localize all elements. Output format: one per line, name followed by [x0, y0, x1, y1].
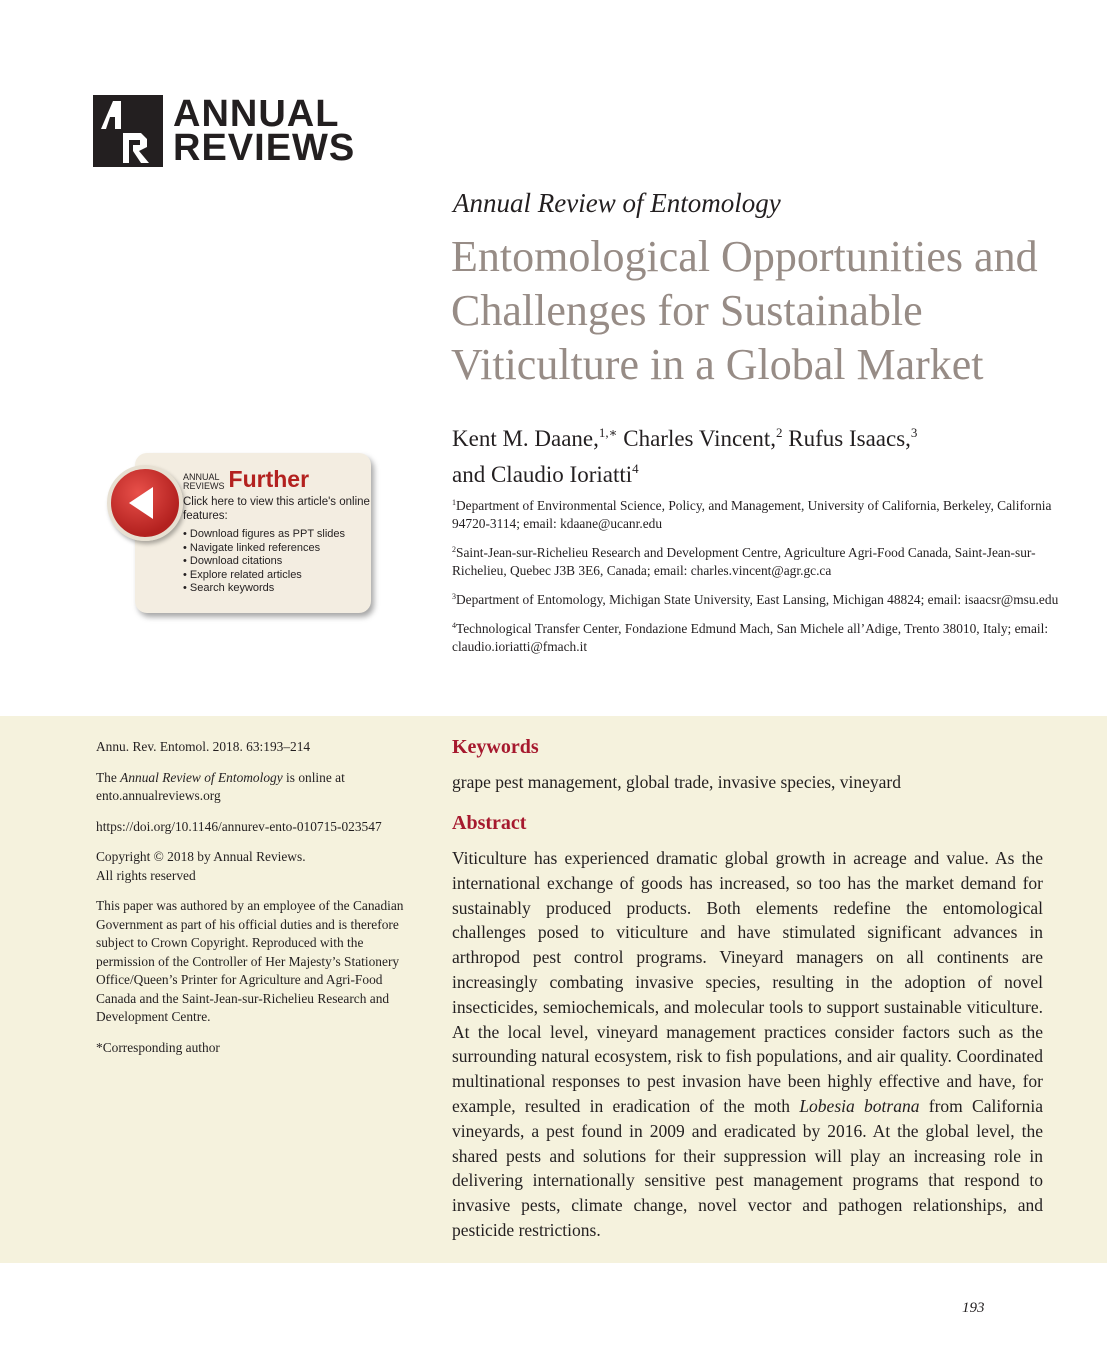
- journal-name: Annual Review of Entomology: [453, 188, 781, 218]
- further-click-text: Click here to view this article's online features:: [183, 496, 370, 522]
- doi-link[interactable]: https://doi.org/10.1146/annurev-ento-010715-023547: [96, 818, 382, 834]
- further-item-download-citations[interactable]: • Download citations: [183, 555, 373, 569]
- keywords-heading: Keywords: [452, 736, 539, 758]
- copyright: Copyright © 2018 by Annual Reviews. All rights reserved: [96, 849, 306, 883]
- annual-reviews-logo: [93, 94, 355, 168]
- affiliation: $^1$Department of Environmental Science, Policy, and Management, University of California, Berkeley, California 94720-3114; email: kdaane@ucanr.edu: [452, 498, 1052, 531]
- logo-word-reviews: REVIEWS: [173, 127, 356, 169]
- affiliations: [452, 494, 1072, 664]
- author-4: and Claudio Ioriatti$^4$: [452, 461, 639, 487]
- further-item-search-keywords[interactable]: • Search keywords: [183, 582, 373, 596]
- sidebar-metadata: [96, 738, 414, 1069]
- affiliation: $^3$Department of Entomology, Michigan State University, East Lansing, Michigan 48824; email: isaacsr@msu.edu: [452, 592, 1059, 607]
- species-name: Lobesia botrana: [799, 1095, 920, 1116]
- brand-small-reviews: REVIEWS: [183, 481, 225, 491]
- abstract-heading: Abstract: [452, 812, 527, 834]
- further-item-linked-references[interactable]: • Navigate linked references: [183, 542, 373, 556]
- author-2: Charles Vincent,$^2$: [623, 425, 783, 451]
- logo-word-annual: ANNUAL: [173, 93, 340, 135]
- brand-small-annual: ANNUAL: [183, 472, 220, 482]
- annual-reviews-logo-mark: [93, 95, 163, 167]
- corresponding-author-note: *Corresponding author: [96, 1039, 220, 1055]
- citation: Annu. Rev. Entomol. 2018. 63:193–214: [96, 739, 311, 754]
- brand-further: Further: [228, 466, 310, 492]
- further-item-related-articles[interactable]: • Explore related articles: [183, 569, 373, 583]
- author-3: Rufus Isaacs,$^3$: [788, 425, 918, 451]
- online-availability: The Annual Review of Entomology is online at ento.annualreviews.org: [96, 769, 345, 803]
- click-here-link[interactable]: Click here: [183, 496, 235, 508]
- further-item-download-figures[interactable]: • Download figures as PPT slides: [183, 528, 373, 542]
- page-number: 193: [962, 1300, 985, 1316]
- crown-copyright-note: This paper was authored by an employee of the Canadian Government as part of his official duties and is therefore subject to Crown Copyright. Reproduced with the permission of the Controller of Her Majesty’s Stationery Office/Queen’s Printer for Agriculture and Agri-Food Canada and the Saint-Jean-sur-Richelieu Research and Development Centre.: [96, 898, 404, 1024]
- author-list: [452, 418, 1052, 490]
- author-1: Kent M. Daane,$^{1,∗}$: [452, 425, 618, 451]
- further-play-button[interactable]: [107, 465, 183, 541]
- article-title: Entomological Opportunities and Challenges for Sustainable Viticulture in a Global Market: [451, 232, 1038, 389]
- further-feature-list: [183, 528, 373, 596]
- keywords: grape pest management, global trade, invasive species, vineyard: [452, 772, 902, 792]
- affiliation: $^4$Technological Transfer Center, Fondazione Edmund Mach, San Michele all’Adige, Trento 38010, Italy; email: claudio.ioriatti@fmach.it: [452, 621, 1049, 654]
- affiliation: $^2$Saint-Jean-sur-Richelieu Research and Development Centre, Agriculture Agri-Food Canada, Saint-Jean-sur-Richelieu, Quebec J3B 3E6, Canada; email: charles.vincent@agr.gc.ca: [452, 545, 1036, 578]
- abstract-text: Viticulture has experienced dramatic global growth in acreage and value. As the international exchange of goods has increased, so too has the market demand for sustainably produced products. Both elements redefine the entomological challenges posed to viticulture and have stimulated significant advances in arthropod pest control programs. Vineyard managers on all continents are increasingly combating invasive species, resulting in the adoption of novel insecticides, semiochemicals, and molecular tools to support sustainable viticulture. At the local level, vineyard management practices consider factors such as the surrounding natural ecosystem, risk to fish populations, and air quality. Coordinated multinational responses to pest invasion have been highly effective and have, for example, resulted in eradication of the moth Lobesia botrana from California vineyards, a pest found in 2009 and eradicated by 2016. At the global level, the shared pests and solutions for their suppression will play an increasing role in delivering internationally sensitive pest management programs that respond to invasive pests, climate change, novel vector and pathogen relationships, and pesticide restrictions.: [452, 848, 1044, 1240]
- further-content: [183, 467, 373, 596]
- back-arrow-icon: [115, 473, 175, 533]
- further-brand: [183, 467, 373, 491]
